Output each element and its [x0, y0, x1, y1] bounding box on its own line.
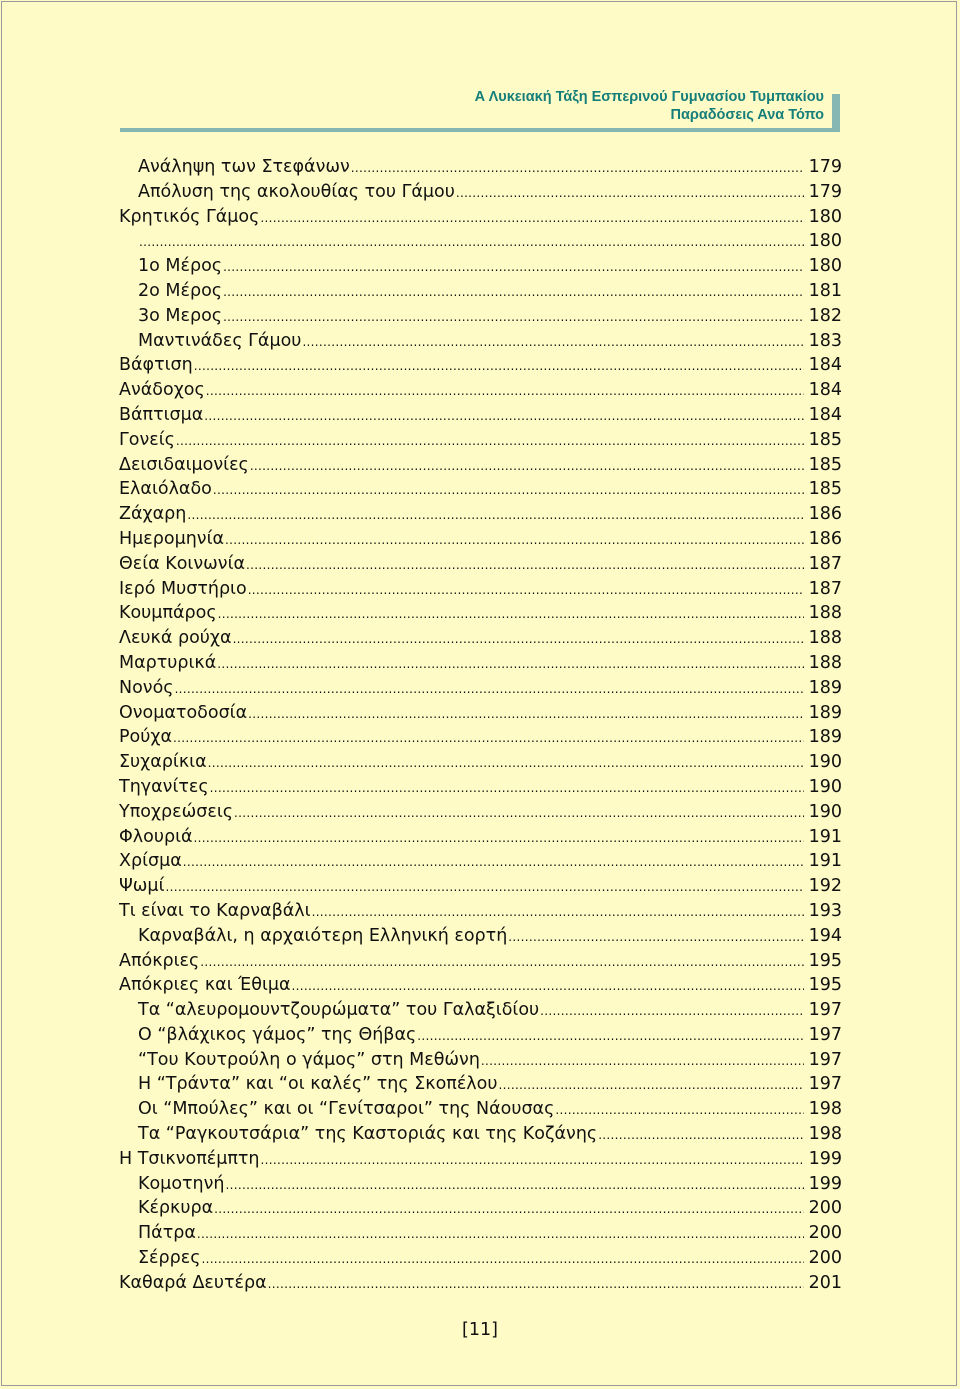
- toc-dot-leader: [187, 503, 804, 527]
- toc-entry-title: Μαντινάδες Γάμου: [138, 330, 302, 351]
- toc-entry-page: 185: [808, 454, 842, 475]
- toc-entry-title: Ανάληψη των Στεφάνων: [138, 157, 350, 177]
- toc-entry-page: 188: [808, 652, 842, 673]
- toc-entry-page: 188: [808, 603, 842, 624]
- toc-entry-page: 184: [808, 404, 842, 425]
- toc-entry[interactable]: [119, 1147, 842, 1172]
- toc-entry[interactable]: [119, 353, 842, 378]
- toc-entry-page: 179: [808, 181, 842, 202]
- toc-dot-leader: [302, 330, 804, 354]
- toc-entry-title: Νονός: [119, 677, 174, 698]
- toc-entry[interactable]: [119, 1048, 842, 1073]
- toc-dot-leader: [197, 1222, 804, 1246]
- toc-entry-page: 192: [808, 876, 842, 897]
- toc-entry-page: 199: [808, 1148, 842, 1169]
- toc-entry-page: 200: [808, 1198, 842, 1219]
- toc-entry[interactable]: [119, 1221, 842, 1246]
- toc-entry-page: 191: [808, 826, 842, 847]
- toc-entry-page: 186: [808, 504, 842, 525]
- toc-entry-title: Καθαρά Δευτέρα: [119, 1272, 267, 1293]
- toc-entry-title: Ρούχα: [119, 727, 173, 748]
- toc-dot-leader: [210, 776, 804, 800]
- toc-entry-page: 195: [808, 950, 842, 971]
- toc-entry-title: Συχαρίκια: [119, 752, 207, 773]
- toc-entry[interactable]: [119, 651, 842, 676]
- toc-entry[interactable]: [119, 1072, 842, 1097]
- toc-entry-title: Ιερό Μυστήριο: [119, 578, 247, 599]
- toc-dot-leader: [218, 602, 804, 626]
- toc-entry[interactable]: [119, 254, 842, 279]
- toc-entry-title: Γονείς: [119, 429, 175, 450]
- toc-dot-leader: [351, 156, 804, 180]
- toc-entry[interactable]: [119, 899, 842, 924]
- toc-entry-title: Τα “αλευρομουντζουρώματα” του Γαλαξιδίου: [138, 1000, 540, 1021]
- toc-entry-title: Καρναβάλι, η αρχαιότερη Ελληνική εορτή: [138, 925, 508, 946]
- toc-entry-page: 180: [808, 256, 842, 277]
- toc-entry[interactable]: [119, 924, 842, 949]
- toc-dot-leader: [233, 627, 804, 651]
- toc-entry-page: 194: [808, 925, 842, 946]
- toc-entry-title: Ονοματοδοσία: [119, 702, 248, 723]
- toc-dot-leader: [176, 429, 804, 453]
- toc-entry-page: 187: [808, 553, 842, 574]
- toc-dot-leader: [173, 726, 804, 750]
- toc-entry[interactable]: [119, 775, 842, 800]
- toc-dot-leader: [234, 801, 804, 825]
- toc-entry-title: “Του Κουτρούλη ο γάμος” στη Μεθώνη: [138, 1049, 480, 1070]
- toc-entry-title: Οι “Μπούλες” και οι “Γενίτσαροι” της Νάουσας: [138, 1099, 555, 1120]
- toc-entry-page: 201: [808, 1272, 842, 1293]
- toc-dot-leader: [250, 454, 804, 478]
- toc-entry-page: 198: [808, 1124, 842, 1145]
- toc-entry-page: 188: [808, 628, 842, 649]
- toc-entry-page: 181: [808, 280, 842, 301]
- toc-entry-page: 186: [808, 528, 842, 549]
- toc-entry[interactable]: [119, 428, 842, 453]
- toc-entry-title: Τα “Ραγκουτσάρια” της Καστοριάς και της Κοζάνης: [138, 1124, 598, 1145]
- toc-entry[interactable]: [119, 205, 842, 230]
- toc-entry[interactable]: [119, 676, 842, 701]
- toc-entry-title: Ελαιόλαδο: [119, 479, 212, 500]
- toc-entry-title: Πάτρα: [138, 1223, 196, 1244]
- toc-entry-title: Τι είναι το Καρναβάλι: [119, 900, 311, 921]
- toc-dot-leader: [217, 652, 804, 676]
- toc-dot-leader: [261, 1148, 804, 1172]
- header-school-title: Α Λυκειακή Τάξη Εσπερινού Γυμνασίου Τυμπακίου: [474, 89, 824, 105]
- toc-entry[interactable]: [119, 502, 842, 527]
- toc-entry-title: Υποχρεώσεις: [119, 801, 234, 822]
- toc-entry-title: 1ο Μέρος: [138, 256, 223, 277]
- toc-entry-page: 190: [808, 752, 842, 773]
- toc-entry-title: 3ο Μερος: [138, 305, 223, 326]
- toc-dot-leader: [456, 181, 804, 205]
- toc-entry[interactable]: [119, 949, 842, 974]
- toc-entry[interactable]: [119, 1271, 842, 1296]
- toc-dot-leader: [226, 1173, 804, 1197]
- toc-dot-leader: [598, 1123, 804, 1147]
- toc-entry-title: Η “Τράντα” και “οι καλές” της Σκοπέλου: [138, 1074, 498, 1095]
- toc-entry-title: Τηγανίτες: [119, 776, 209, 797]
- toc-entry[interactable]: [119, 750, 842, 775]
- toc-dot-leader: [498, 1073, 804, 1097]
- running-header: [300, 88, 824, 124]
- toc-dot-leader: [166, 875, 805, 899]
- toc-entry[interactable]: [119, 279, 842, 304]
- toc-entry-page: 191: [808, 851, 842, 872]
- toc-dot-leader: [540, 999, 804, 1023]
- toc-dot-leader: [213, 478, 804, 502]
- toc-entry[interactable]: [119, 403, 842, 428]
- toc-dot-leader: [248, 702, 804, 726]
- toc-entry-page: 190: [808, 801, 842, 822]
- toc-entry[interactable]: [119, 1172, 842, 1197]
- toc-entry[interactable]: [119, 849, 842, 874]
- toc-entry-title: Κρητικός Γάμος: [119, 206, 260, 227]
- toc-dot-leader: [200, 950, 804, 974]
- toc-entry-title: 2ο Μέρος: [138, 280, 223, 301]
- toc-dot-leader: [268, 1272, 804, 1296]
- toc-dot-leader: [223, 255, 804, 279]
- toc-entry-page: 180: [808, 231, 842, 252]
- toc-entry[interactable]: [119, 1023, 842, 1048]
- toc-entry-page: 183: [808, 330, 842, 351]
- toc-entry[interactable]: [119, 1246, 842, 1271]
- toc-entry-page: 197: [808, 1000, 842, 1021]
- toc-entry-page: 200: [808, 1248, 842, 1269]
- toc-dot-leader: [194, 354, 804, 378]
- toc-entry[interactable]: [119, 998, 842, 1023]
- toc-entry[interactable]: [119, 329, 842, 354]
- toc-entry[interactable]: [119, 527, 842, 552]
- toc-entry-page: 195: [808, 975, 842, 996]
- toc-dot-leader: [139, 230, 804, 254]
- toc-dot-leader: [214, 1197, 804, 1221]
- toc-entry-title: Δεισιδαιμονίες: [119, 454, 249, 475]
- toc-dot-leader: [508, 925, 804, 949]
- toc-dot-leader: [225, 528, 804, 552]
- toc-entry[interactable]: [119, 229, 842, 254]
- toc-entry-page: 189: [808, 677, 842, 698]
- toc-dot-leader: [481, 1049, 804, 1073]
- toc-entry[interactable]: [119, 155, 842, 180]
- toc-dot-leader: [312, 900, 804, 924]
- toc-entry-title: Βάφτιση: [119, 355, 193, 376]
- toc-entry[interactable]: [119, 1196, 842, 1221]
- toc-entry-page: 189: [808, 702, 842, 723]
- toc-entry-title: Ψωμί: [119, 876, 165, 897]
- toc-entry-title: Σέρρες: [138, 1248, 201, 1269]
- toc-entry[interactable]: [119, 701, 842, 726]
- toc-dot-leader: [206, 379, 804, 403]
- toc-entry-page: 185: [808, 479, 842, 500]
- toc-entry-page: 190: [808, 776, 842, 797]
- toc-entry[interactable]: [119, 1097, 842, 1122]
- toc-entry-title: Ο “βλάχικος γάμος” της Θήβας: [138, 1024, 417, 1045]
- toc-entry-page: 197: [808, 1074, 842, 1095]
- toc-dot-leader: [201, 1247, 804, 1271]
- toc-entry-page: 187: [808, 578, 842, 599]
- toc-entry-page: 198: [808, 1099, 842, 1120]
- toc-dot-leader: [555, 1098, 804, 1122]
- toc-entry-page: 197: [808, 1049, 842, 1070]
- toc-entry-title: Βάπτισμα: [119, 404, 204, 425]
- toc-dot-leader: [223, 280, 804, 304]
- page-number: [11]: [462, 1320, 498, 1340]
- toc-entry[interactable]: [119, 601, 842, 626]
- toc-entry[interactable]: [119, 825, 842, 850]
- toc-entry-title: Ανάδοχος: [119, 380, 205, 401]
- toc-dot-leader: [204, 404, 804, 428]
- toc-entry-title: Η Τσικνοπέμπτη: [119, 1148, 260, 1169]
- toc-dot-leader: [248, 578, 804, 602]
- toc-entry[interactable]: [119, 180, 842, 205]
- toc-dot-leader: [223, 305, 804, 329]
- toc-entry-page: 182: [808, 305, 842, 326]
- toc-entry-title: Κουμπάρος: [119, 603, 217, 624]
- toc-entry-page: 179: [808, 157, 842, 177]
- toc-entry-page: 189: [808, 727, 842, 748]
- toc-entry-title: Απόκριες και Έθιμα: [119, 975, 291, 996]
- toc-entry[interactable]: [119, 453, 842, 478]
- toc-entry-page: 180: [808, 206, 842, 227]
- toc-entry-title: Κέρκυρα: [138, 1198, 214, 1219]
- toc-entry[interactable]: [119, 973, 842, 998]
- toc-entry[interactable]: [119, 725, 842, 750]
- toc-dot-leader: [183, 850, 804, 874]
- toc-entry-title: Ημερομηνία: [119, 528, 225, 549]
- toc-entry-page: 193: [808, 900, 842, 921]
- toc-entry[interactable]: [119, 626, 842, 651]
- toc-entry[interactable]: [119, 577, 842, 602]
- toc-dot-leader: [208, 751, 804, 775]
- toc-entry[interactable]: [119, 800, 842, 825]
- toc-entry-title: Χρίσμα: [119, 851, 182, 872]
- toc-entry-title: Κομοτηνή: [138, 1173, 225, 1194]
- toc-entry-title: Φλουριά: [119, 826, 193, 847]
- toc-entry-page: 200: [808, 1223, 842, 1244]
- toc-entry-page: 184: [808, 355, 842, 376]
- toc-entry[interactable]: [119, 1122, 842, 1147]
- toc-entry-page: 197: [808, 1024, 842, 1045]
- toc-dot-leader: [246, 553, 804, 577]
- header-side-rule: [832, 94, 840, 132]
- toc-entry-title: Ζάχαρη: [119, 504, 187, 525]
- toc-entry-title: Λευκά ρούχα: [119, 628, 232, 649]
- toc-entry[interactable]: [119, 874, 842, 899]
- toc-entry-title: Θεία Κοινωνία: [119, 553, 246, 574]
- toc-entry-title: Απόκριες: [119, 950, 200, 971]
- toc-dot-leader: [292, 974, 804, 998]
- toc-entry-page: 185: [808, 429, 842, 450]
- toc-entry-title: Μαρτυρικά: [119, 652, 217, 673]
- table-of-contents: [119, 155, 842, 1296]
- toc-dot-leader: [417, 1024, 804, 1048]
- toc-entry[interactable]: [119, 304, 842, 329]
- toc-entry-title: Απόλυση της ακολουθίας του Γάμου: [138, 181, 455, 202]
- toc-dot-leader: [194, 826, 804, 850]
- toc-entry[interactable]: [119, 378, 842, 403]
- toc-dot-leader: [260, 206, 804, 230]
- header-rule: [120, 128, 836, 132]
- toc-entry[interactable]: [119, 552, 842, 577]
- toc-entry-page: 199: [808, 1173, 842, 1194]
- header-section-title: Παραδόσεις Ανα Τόπο: [670, 107, 824, 123]
- toc-entry-page: 184: [808, 380, 842, 401]
- toc-dot-leader: [175, 677, 804, 701]
- toc-entry[interactable]: [119, 477, 842, 502]
